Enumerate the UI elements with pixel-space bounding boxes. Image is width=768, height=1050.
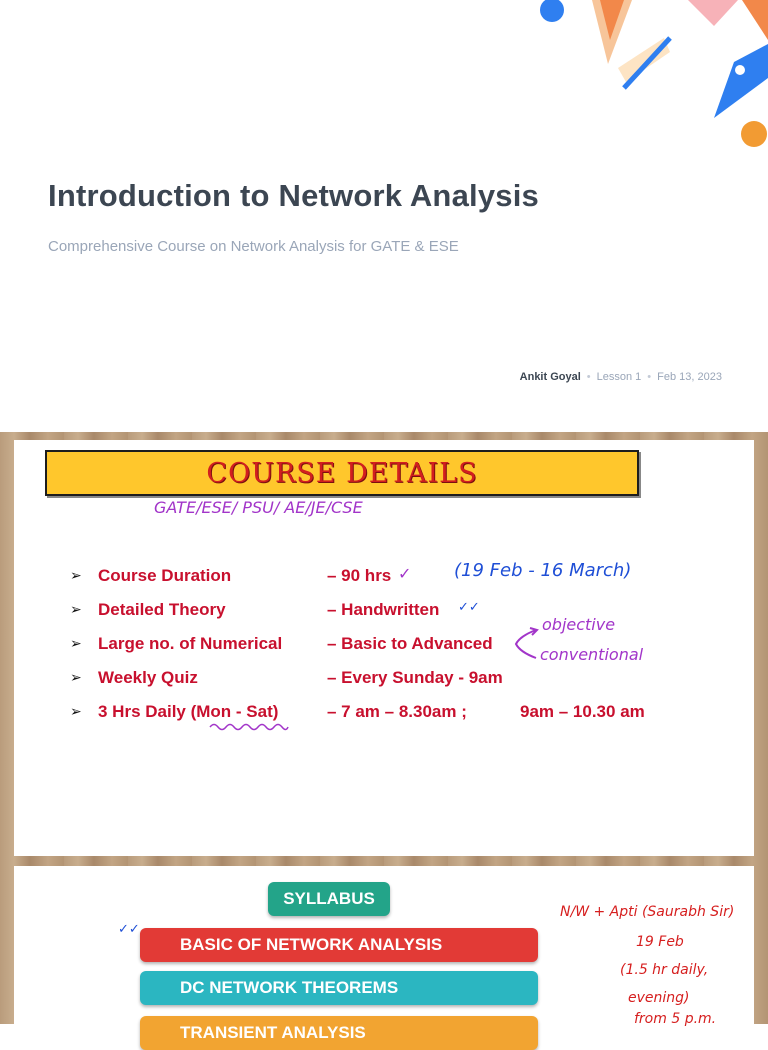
- double-check-icon: ✓✓: [458, 600, 480, 615]
- detail-label: Large no. of Numerical: [98, 634, 283, 653]
- syllabus-item-dc-theorems: DC NETWORK THEOREMS: [140, 971, 538, 1005]
- lesson-number: Lesson 1: [596, 371, 642, 383]
- bullet-arrow-icon: ➢: [70, 601, 82, 617]
- wavy-underline-icon: [208, 722, 290, 732]
- detail-value: – Handwritten: [327, 600, 440, 619]
- syllabus-note-line: N/W + Apti (Saurabh Sir): [560, 904, 735, 920]
- syllabus-note-line: 19 Feb: [636, 934, 684, 950]
- detail-label: Weekly Quiz: [98, 668, 198, 687]
- lesson-date: Feb 13, 2023: [657, 371, 722, 383]
- course-details-slide: [14, 440, 754, 856]
- stationery-decoration-icon: [528, 0, 768, 160]
- syllabus-note-line: from 5 p.m.: [634, 1011, 717, 1027]
- conventional-note: conventional: [540, 645, 644, 664]
- syllabus-badge: SYLLABUS: [268, 882, 390, 916]
- detail-value-second: 9am – 10.30 am: [520, 702, 645, 721]
- lesson-meta: [520, 371, 722, 383]
- exams-note: GATE/ESE/ PSU/ AE/JE/CSE: [154, 498, 363, 517]
- syllabus-note-line: evening): [628, 990, 690, 1006]
- meta-separator: •: [647, 371, 652, 383]
- check-mark-icon: ✓: [398, 564, 412, 583]
- brace-arrow-icon: [510, 626, 540, 662]
- double-check-icon: ✓✓: [118, 922, 140, 937]
- objective-note: objective: [542, 615, 616, 634]
- detail-value: – Every Sunday - 9am: [327, 668, 503, 687]
- bullet-arrow-icon: ➢: [70, 703, 82, 719]
- author-name: Ankit Goyal: [519, 371, 581, 383]
- detail-value: – 7 am – 8.30am ;: [327, 702, 467, 721]
- syllabus-note-line: (1.5 hr daily,: [620, 962, 709, 978]
- detail-label: 3 Hrs Daily (Mon - Sat): [98, 702, 279, 721]
- detail-value: – Basic to Advanced: [327, 634, 493, 653]
- syllabus-item-transient: TRANSIENT ANALYSIS: [140, 1016, 538, 1050]
- syllabus-slide: [14, 866, 754, 1042]
- detail-value: – 90 hrs: [327, 566, 392, 585]
- duration-dates-note: (19 Feb - 16 March): [454, 560, 632, 581]
- bullet-arrow-icon: ➢: [70, 567, 82, 583]
- detail-label: Course Duration: [98, 566, 232, 585]
- course-title: Introduction to Network Analysis: [48, 178, 539, 213]
- meta-separator: •: [586, 371, 591, 383]
- bullet-arrow-icon: ➢: [70, 635, 82, 651]
- course-subtitle: Comprehensive Course on Network Analysis for GATE & ESE: [48, 238, 459, 255]
- banner-title: COURSE DETAILS: [206, 457, 478, 489]
- syllabus-item-basic-network: BASIC OF NETWORK ANALYSIS: [140, 928, 538, 962]
- bullet-arrow-icon: ➢: [70, 669, 82, 685]
- course-details-banner: [45, 450, 639, 496]
- detail-label: Detailed Theory: [98, 600, 226, 619]
- title-slide: [0, 0, 768, 432]
